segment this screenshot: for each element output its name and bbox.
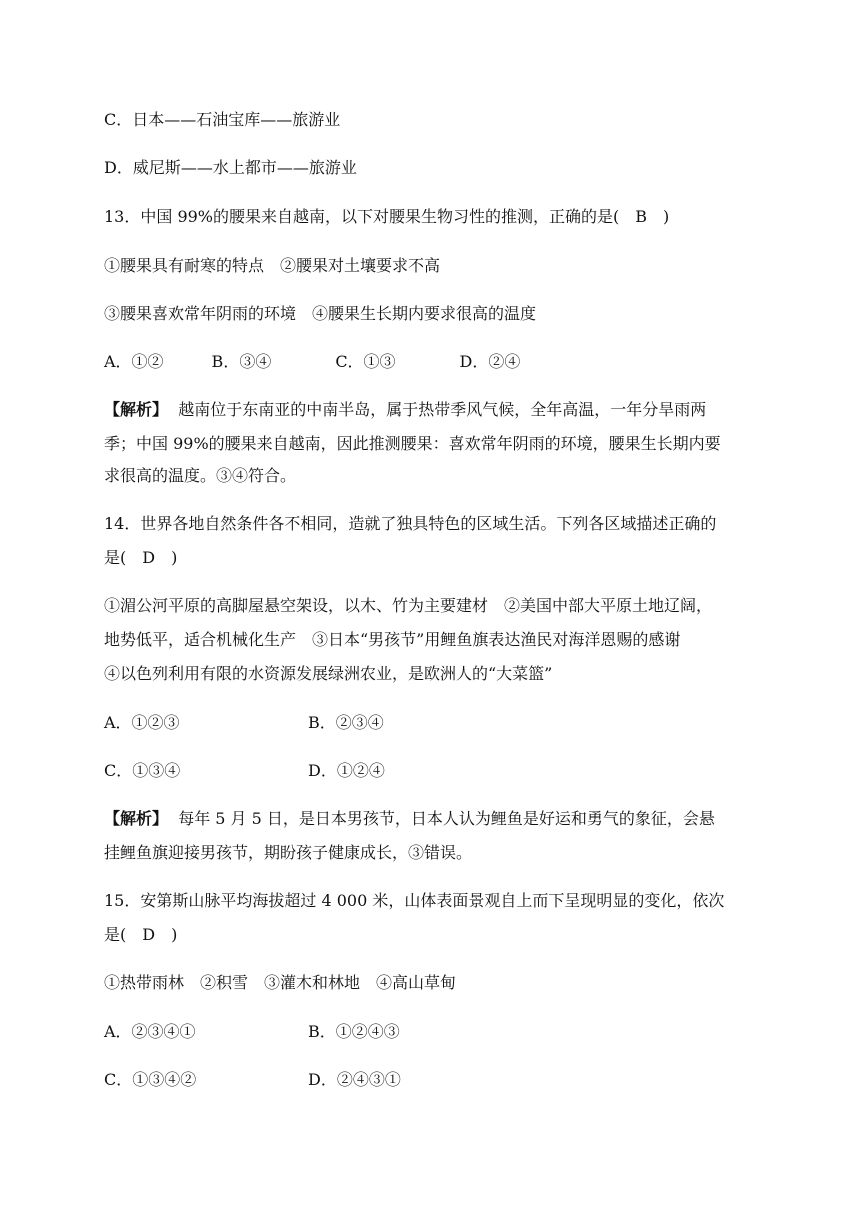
q13-statements-1: ①腰果具有耐寒的特点 ②腰果对土壤要求不高 (104, 256, 441, 275)
q14-statements-2: 地势低平，适合机械化生产 ③日本“男孩节”用鲤鱼旗表达渔民对海洋恩赐的感谢 (104, 630, 681, 649)
q13-stem: 13．中国 99%的腰果来自越南，以下对腰果生物习性的推测，正确的是( B ) (104, 207, 670, 226)
q15-option-c: C．①③④② (104, 1070, 197, 1089)
q14-option-b: B．②③④ (308, 713, 384, 732)
q15-option-b: B．①②④③ (308, 1022, 400, 1041)
q15-statements: ①热带雨林 ②积雪 ③灌木和林地 ④高山草甸 (104, 973, 457, 992)
q15-option-d: D．②④③① (308, 1070, 401, 1089)
q13-analysis-line-2: 季；中国 99%的腰果来自越南，因此推测腰果：喜欢常年阴雨的环境，腰果生长期内要 (104, 434, 721, 453)
option-c-prev: C．日本——石油宝库——旅游业 (104, 110, 341, 129)
q15-stem-1: 15．安第斯山脉平均海拔超过 4 000 米，山体表面景观自上而下呈现明显的变化，依次 (104, 891, 725, 910)
q14-option-c: C．①③④ (104, 761, 181, 780)
q14-analysis-line-2: 挂鲤鱼旗迎接男孩节，期盼孩子健康成长，③错误。 (104, 843, 473, 862)
q14-stem-2: 是( D ) (104, 548, 178, 567)
q15-stem-2: 是( D ) (104, 925, 178, 944)
q14-option-d: D．①②④ (308, 761, 385, 780)
q13-options: A．①② B．③④ C．①③ D．②④ (104, 352, 521, 371)
analysis-text: 越南位于东南亚的中南半岛，属于热带季风气候，全年高温，一年分旱雨两 (168, 400, 707, 419)
analysis-label: 【解析】 (104, 809, 169, 828)
analysis-text: 每年 5 月 5 日，是日本男孩节，日本人认为鲤鱼是好运和勇气的象征，会悬 (168, 809, 715, 828)
q14-option-a: A．①②③ (104, 713, 180, 732)
q14-analysis-line-1 (104, 807, 715, 831)
q13-analysis-line-1 (104, 398, 706, 422)
q14-stem-1: 14．世界各地自然条件各不相同，造就了独具特色的区域生活。下列各区域描述正确的 (104, 514, 717, 533)
analysis-label: 【解析】 (104, 400, 169, 419)
q13-statements-2: ③腰果喜欢常年阴雨的环境 ④腰果生长期内要求很高的温度 (104, 304, 537, 323)
q14-statements-1: ①湄公河平原的高脚屋悬空架设，以木、竹为主要建材 ②美国中部大平原土地辽阔， (104, 596, 713, 615)
q15-option-a: A．②③④① (104, 1022, 196, 1041)
q13-analysis-line-3: 求很高的温度。③④符合。 (104, 466, 297, 485)
option-d-prev: D．威尼斯——水上都市——旅游业 (104, 158, 357, 177)
q14-statements-3: ④以色列利用有限的水资源发展绿洲农业，是欧洲人的“大菜篮” (104, 664, 553, 683)
